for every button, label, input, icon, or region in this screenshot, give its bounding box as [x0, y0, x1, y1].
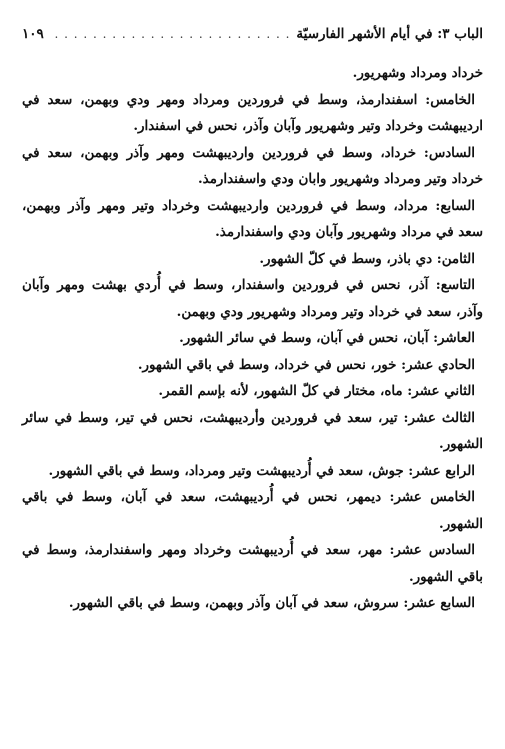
- paragraph: الثاني عشر: ماه، مختار في كلّ الشهور، لأنه بإسم القمر.: [158, 383, 475, 399]
- paragraph: الثالث عشر: تير، سعد في فروردين وأرديبهشت، نحس في تير، وسط في سائر الشهور.: [22, 409, 483, 452]
- paragraph: السابع: مرداد، وسط في فروردين وارديبهشت وخرداد وتير ومهر وآذر وبهمن، سعد في مرداد وشهريور وآبان ودي واسفندارمذ.: [22, 197, 483, 240]
- paragraph: الثامن: دي باذر، وسط في كلّ الشهور.: [259, 250, 475, 267]
- paragraph: الخامس عشر: ديمهر، نحس في أُرديبهشت، سعد في آبان، وسط في باقي الشهور.: [22, 489, 483, 532]
- paragraph: السابع عشر: سروش، سعد في آبان وآذر وبهمن، وسط في باقي الشهور.: [68, 595, 475, 611]
- paragraph: خرداد ومرداد وشهريور.: [352, 65, 483, 81]
- paragraph: الخامس: اسفندارمذ، وسط في فروردين ومرداد ومهر ودي وبهمن، سعد في ارديبهشت وخرداد وتير وشهريور وآبان وآذر، نحس في اسفندار.: [22, 91, 483, 134]
- paragraph: السادس: خرداد، وسط في فروردين وارديبهشت ومهر وآذر وبهمن، سعد في خرداد وتير ومرداد وشهريور وابان ودي واسفندارمذ.: [22, 144, 483, 187]
- paragraph: التاسع: آذر، نحس في فروردين واسفندار، وسط في أُردي بهشت ومهر وآبان وآذر، سعد في خرداد وتير ومرداد وشهريور ودي وبهمن.: [22, 277, 483, 320]
- paragraph: الحادي عشر: خور، نحس في خرداد، وسط في باقي الشهور.: [137, 356, 475, 373]
- paragraph: السادس عشر: مهر، سعد في أُرديبهشت وخرداد ومهر واسفندارمذ، وسط في باقي الشهور.: [22, 542, 483, 585]
- leader-dots: [50, 27, 291, 41]
- page-number: ١٠٩: [22, 26, 44, 42]
- paragraph: الرابع عشر: جوش، سعد في أُرديبهشت وتير ومرداد، وسط في باقي الشهور.: [48, 462, 475, 479]
- body-text: [22, 60, 483, 617]
- chapter-title: الباب ٣: في أيام الأشهر الفارسيّة: [296, 26, 483, 42]
- running-header: [22, 26, 483, 48]
- paragraph: العاشر: آبان، نحس في آبان، وسط في سائر الشهور.: [179, 330, 475, 346]
